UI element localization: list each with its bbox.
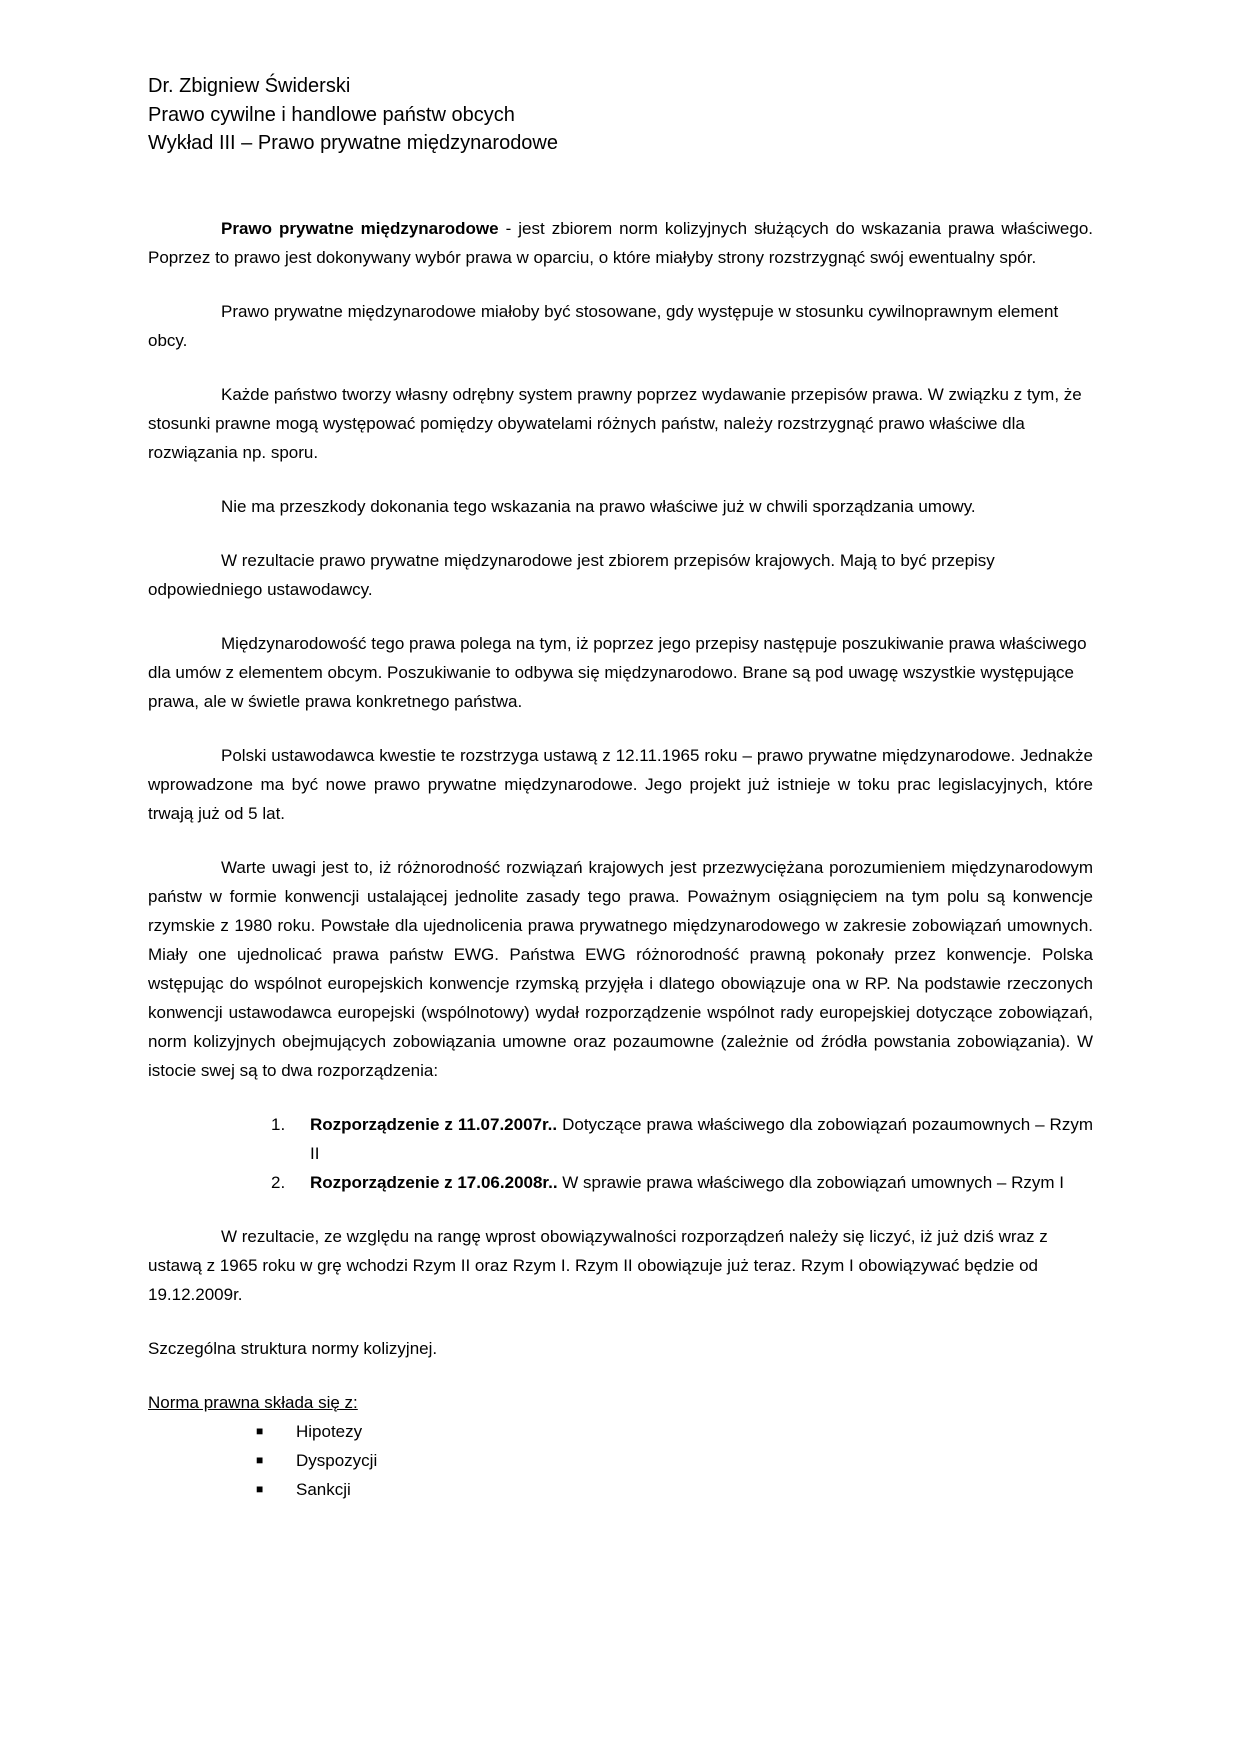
- section-title-conflict-norm: Szczególna struktura normy kolizyjnej.: [148, 1339, 438, 1358]
- paragraph-national-rules: W rezultacie prawo prywatne międzynarodowe jest zbiorem przepisów krajowych. Mają to być przepisy odpowiedniego ustawodawcy.: [148, 551, 995, 599]
- norm-element-label: Dyspozycji: [296, 1451, 378, 1470]
- paragraph-polish-act: Polski ustawodawca kwestie te rozstrzyga ustawą z 12.11.1965 roku – prawo prywatne międzynarodowe. Jednakże wprowadzone ma być nowe prawo prywatne międzynarodowe. Jego projekt już istnieje w toku prac legislacyjnych, które trwają już od 5 lat.: [148, 746, 1093, 823]
- regulations-list: [148, 1110, 1093, 1197]
- regulation-description: W sprawie prawa właściwego dla zobowiązań umownych – Rzym I: [557, 1173, 1064, 1192]
- square-bullet-icon: ■: [256, 1424, 264, 1438]
- regulation-item-rome-ii: [148, 1110, 1093, 1168]
- paragraph-conclusion: W rezultacie, ze względu na rangę wprost obowiązywalności rozporządzeń należy się liczyć, iż już dziś wraz z ustawą z 1965 roku w grę wchodzi Rzym II oraz Rzym I. Rzym II obowiązuje już teraz. Rzym I obowiązywać będzie od 19.12.2009r.: [148, 1227, 1048, 1304]
- regulation-description: Dotyczące prawa właściwego dla zobowiązań pozaumownych – Rzym II: [310, 1115, 1093, 1163]
- norm-element-label: Hipotezy: [296, 1422, 363, 1441]
- author-name: Dr. Zbigniew Świderski: [148, 75, 351, 97]
- list-number: 2.: [271, 1173, 286, 1192]
- paragraph-internationality: Międzynarodowość tego prawa polega na tym, iż poprzez jego przepisy następuje poszukiwanie prawa właściwego dla umów z elementem obcym. Poszukiwanie to odbywa się międzynarodowo. Brane są pod uwagę wszystkie występujące prawa, ale w świetle prawa konkretnego państwa.: [148, 634, 1087, 711]
- regulation-title: Rozporządzenie z 17.06.2008r..: [310, 1173, 558, 1192]
- square-bullet-icon: ■: [256, 1453, 264, 1467]
- regulation-title: Rozporządzenie z 11.07.2007r..: [310, 1115, 558, 1134]
- norm-elements-list: [148, 1417, 1093, 1504]
- list-number: 1.: [271, 1115, 286, 1134]
- definition-text: - jest zbiorem norm kolizyjnych służących do wskazania prawa właściwego. Poprzez to prawo jest dokonywany wybór prawa w oparciu, o które miałyby strony rozstrzygnąć swój ewentualny spór.: [148, 219, 1093, 267]
- paragraph-contract-choice: Nie ma przeszkody dokonania tego wskazania na prawo właściwe już w chwili sporządzania umowy.: [221, 497, 976, 516]
- paragraph-definition: [148, 214, 1093, 272]
- norm-element-label: Sankcji: [296, 1480, 351, 1499]
- course-title: Prawo cywilne i handlowe państw obcych: [148, 103, 515, 126]
- defined-term: Prawo prywatne międzynarodowe: [221, 219, 499, 238]
- square-bullet-icon: ■: [256, 1482, 264, 1496]
- paragraph-foreign-element: Prawo prywatne międzynarodowe miałoby być stosowane, gdy występuje w stosunku cywilnoprawnym element obcy.: [148, 302, 1059, 350]
- regulation-item-rome-i: [148, 1168, 1093, 1197]
- list-item: [148, 1446, 1093, 1475]
- norm-structure-heading: Norma prawna składa się z:: [148, 1393, 358, 1412]
- list-item: [148, 1417, 1093, 1446]
- list-item: [148, 1475, 1093, 1504]
- paragraph-rome-conventions: Warte uwagi jest to, iż różnorodność rozwiązań krajowych jest przezwyciężana porozumieniem międzynarodowym państw w formie konwencji ustalającej jednolite zasady tego prawa. Poważnym osiągnięciem na tym polu są konwencje rzymskie z 1980 roku. Powstałe dla ujednolicenia prawa prywatnego międzynarodowego w zakresie zobowiązań umownych. Miały one ujednolicać prawa państw EWG. Państwa EWG różnorodność prawną pokonały przez konwencje. Polska wstępując do wspólnot europejskich konwencje rzymską przyjęła i dlatego obowiązuje ona w RP. Na podstawie rzeczonych konwencji ustawodawca europejski (wspólnotowy) wydał rozporządzenie wspólnot rady europejskiej dotyczące zobowiązań, norm kolizyjnych obejmujących zobowiązania umowne oraz pozaumowne (zależnie od źródła powstania zobowiązania). W istocie swej są to dwa rozporządzenia:: [148, 858, 1093, 1080]
- document-body: [148, 214, 1093, 1504]
- lecture-title: Wykład III – Prawo prywatne międzynarodowe: [148, 132, 558, 154]
- paragraph-legal-systems: Każde państwo tworzy własny odrębny system prawny poprzez wydawanie przepisów prawa. W związku z tym, że stosunki prawne mogą występować pomiędzy obywatelami różnych państw, należy rozstrzygnąć prawo właściwe dla rozwiązania np. sporu.: [148, 385, 1082, 462]
- document-header: [148, 72, 1088, 158]
